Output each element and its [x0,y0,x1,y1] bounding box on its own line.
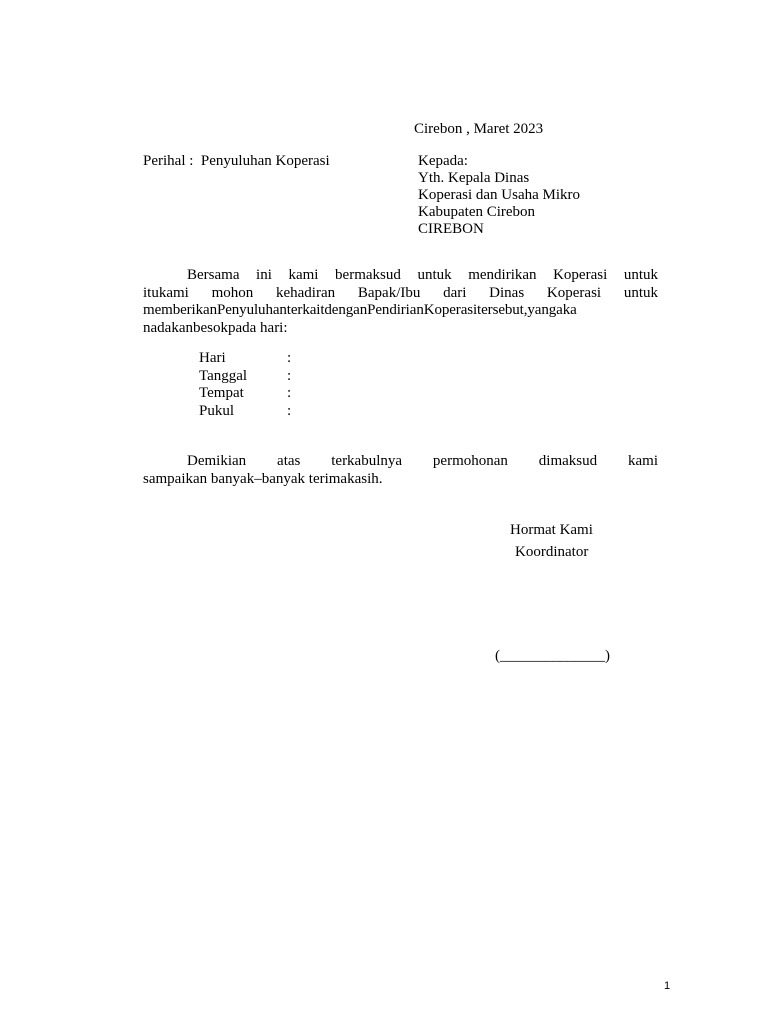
recipient-block [418,153,580,238]
schedule-row [199,403,399,421]
schedule-label: Tempat [199,385,244,401]
recipient-line: Kabupaten Cirebon [418,204,536,220]
recipient-line: Yth. Kepala Dinas [418,170,530,186]
subject-line [143,153,330,170]
body-line: Bersama ini kami bermaksud untuk mendirikan Koperasi untuk [187,267,658,283]
signature-name-blank: (______________) [495,648,610,664]
schedule-label: Pukul [199,402,235,419]
body-line: itukami mohon kehadiran Bapak/Ibu dari Dinas Koperasi untuk [143,284,658,301]
subject-label: Perihal : [143,153,194,169]
schedule-label: Hari [199,350,226,366]
recipient-line: Kepada: [418,153,468,169]
schedule-label: Tanggal [199,367,248,384]
schedule-row [199,350,399,368]
closing-line: Demikian atas terkabulnya permohonan dimaksud kami [187,453,658,469]
schedule-row [199,385,399,403]
schedule-colon: : [287,385,292,401]
closing-line: sampaikan banyak–banyak terimakasih. [143,470,383,487]
page-number: 1 [664,980,671,992]
body-line: nadakanbesokpada hari: [143,319,288,336]
schedule-colon: : [287,367,292,384]
body-paragraph [143,267,658,337]
closing-paragraph [143,453,658,488]
signature-greeting: Hormat Kami [510,522,593,538]
signature-role: Koordinator [515,544,589,560]
schedule-colon: : [287,402,292,419]
recipient-line: Koperasi dan Usaha Mikro [418,187,581,203]
recipient-line: CIREBON [418,221,484,237]
subject-value: Penyuluhan Koperasi [200,153,330,169]
letter-date: Cirebon , Maret 2023 [414,121,544,137]
schedule-colon: : [287,350,292,366]
schedule-row [199,368,399,386]
schedule-list [199,350,399,420]
body-line: memberikanPenyuluhanterkaitdenganPendirianKoperasitersebut,yangaka [143,302,577,318]
